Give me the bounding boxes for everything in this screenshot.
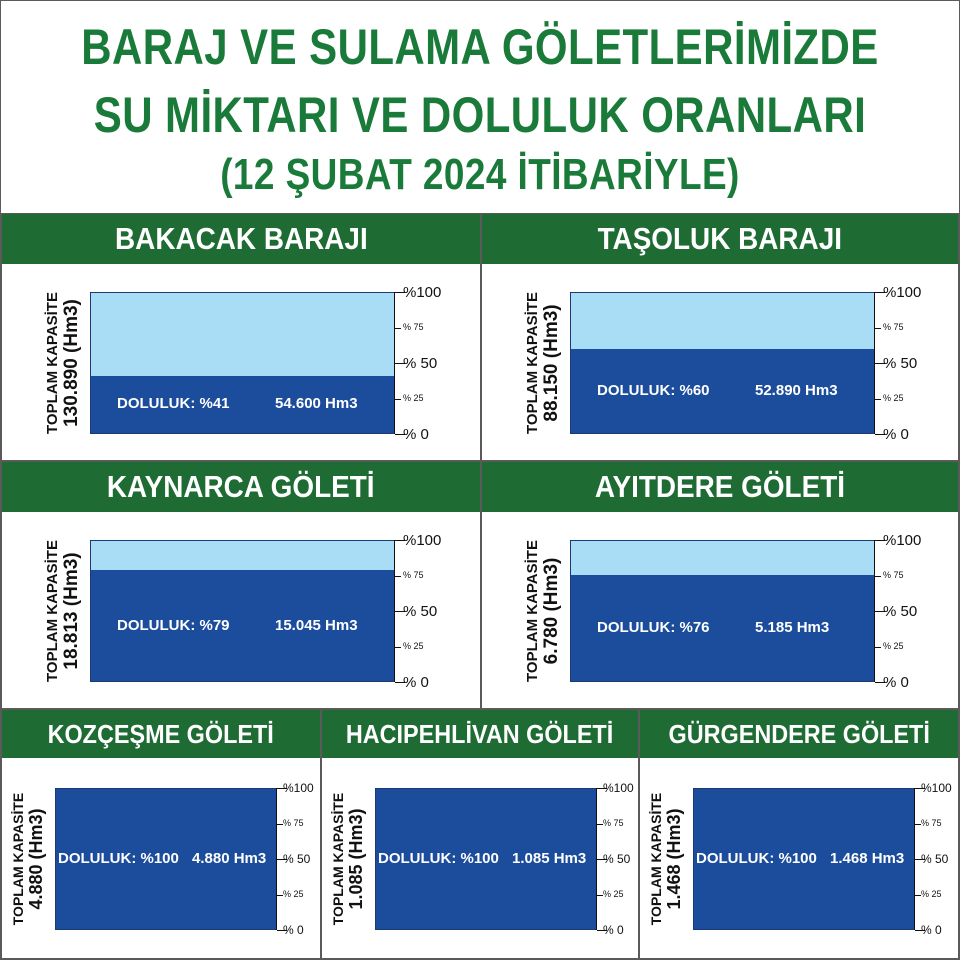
- y-axis-tick: [875, 576, 881, 577]
- y-axis-tick-label: % 25: [921, 889, 942, 899]
- capacity-caption: TOPLAM KAPASİTE: [44, 292, 61, 434]
- fill-percent-label: DOLULUK: %41: [117, 395, 230, 413]
- panel-title: [482, 462, 958, 512]
- title-block: [1, 1, 959, 213]
- panel-title: [2, 710, 320, 758]
- y-axis-tick-label: % 25: [283, 889, 304, 899]
- reservoir-tank: [90, 292, 395, 434]
- y-axis-tick-label: %100: [921, 781, 952, 795]
- y-axis-tick-label: % 75: [603, 818, 624, 828]
- y-axis-tick-label: % 50: [883, 354, 918, 372]
- reservoir-tank: [693, 788, 915, 930]
- y-axis-tick-label: %100: [283, 781, 314, 795]
- capacity-value: 6.780 (Hm3): [541, 557, 562, 665]
- capacity-label: [44, 531, 84, 691]
- fill-percent-label: DOLULUK: %100: [58, 850, 179, 867]
- volume-label: 4.880 Hm3: [192, 850, 267, 867]
- y-axis-tick-label: %100: [403, 531, 442, 549]
- y-axis-tick: [395, 399, 401, 400]
- y-axis-tick-label: % 0: [921, 923, 942, 937]
- y-axis-tick-label: % 25: [403, 393, 424, 403]
- panel-title-text: KAYNARCA GÖLETİ: [107, 469, 375, 504]
- y-axis-tick: [395, 328, 401, 329]
- capacity-value: 130.890 (Hm3): [61, 299, 82, 427]
- y-axis-tick-label: % 25: [403, 641, 424, 651]
- volume-label: 54.600 Hm3: [275, 395, 358, 413]
- y-axis-tick-label: %100: [883, 283, 922, 301]
- y-axis-tick-label: %100: [603, 781, 634, 795]
- capacity-value: 4.880 (Hm3): [26, 808, 46, 910]
- y-axis-tick-label: % 50: [921, 852, 949, 866]
- fill-percent-label: DOLULUK: %60: [597, 382, 710, 399]
- reservoir-panel: [321, 709, 639, 959]
- volume-label: 15.045 Hm3: [275, 616, 358, 634]
- y-axis-tick-label: % 50: [283, 852, 311, 866]
- y-axis-tick-label: % 75: [921, 818, 942, 828]
- y-axis-tick-label: % 0: [883, 425, 909, 443]
- y-axis-tick: [875, 399, 881, 400]
- y-axis-tick-label: % 50: [603, 852, 631, 866]
- y-axis-tick-label: % 25: [603, 889, 624, 899]
- reservoir-tank: [55, 788, 277, 930]
- volume-label: 1.468 Hm3: [830, 850, 905, 867]
- y-axis-tick-label: % 75: [883, 570, 904, 580]
- capacity-label: [44, 283, 84, 443]
- capacity-label: [10, 779, 50, 939]
- y-axis-tick-label: % 75: [883, 322, 904, 332]
- panel-title: [322, 710, 638, 758]
- y-axis-tick-label: %100: [403, 283, 442, 301]
- capacity-value: 1.085 (Hm3): [346, 808, 366, 910]
- capacity-label: [524, 531, 564, 691]
- capacity-value: 1.468 (Hm3): [664, 808, 684, 910]
- capacity-value: 18.813 (Hm3): [61, 552, 82, 670]
- panel-title-text: HACIPEHLİVAN GÖLETİ: [346, 719, 614, 749]
- panel-title-text: AYITDERE GÖLETİ: [594, 469, 846, 504]
- y-axis-tick: [875, 328, 881, 329]
- panel-title-text: GÜRGENDERE GÖLETİ: [668, 719, 930, 749]
- volume-label: 5.185 Hm3: [755, 618, 830, 636]
- panel-title: [2, 462, 480, 512]
- panel-title: [640, 710, 958, 758]
- y-axis-tick-label: %100: [883, 531, 922, 549]
- capacity-caption: TOPLAM KAPASİTE: [44, 540, 61, 682]
- capacity-label: [330, 779, 370, 939]
- y-axis-tick-label: % 75: [283, 818, 304, 828]
- reservoir-panel: [1, 461, 481, 709]
- capacity-caption: TOPLAM KAPASİTE: [330, 792, 346, 926]
- reservoir-panel: [1, 709, 321, 959]
- reservoir-panel: [481, 461, 959, 709]
- y-axis-tick-label: % 0: [883, 673, 909, 691]
- fill-percent-label: DOLULUK: %100: [378, 850, 499, 867]
- title-line-1: BARAJ VE SULAMA GÖLETLERİMİZDE: [81, 19, 879, 75]
- reservoir-panel: [1, 213, 481, 461]
- reservoir-tank: [375, 788, 597, 930]
- reservoir-tank: [570, 540, 875, 682]
- fill-percent-label: DOLULUK: %76: [597, 618, 710, 636]
- y-axis-tick-label: % 25: [883, 641, 904, 651]
- reservoir-tank: [570, 292, 875, 434]
- y-axis-tick-label: % 25: [883, 393, 904, 403]
- panel-title: [2, 214, 480, 264]
- y-axis-tick-label: % 0: [283, 923, 304, 937]
- volume-label: 1.085 Hm3: [512, 850, 587, 867]
- y-axis-tick: [395, 647, 401, 648]
- y-axis-tick: [875, 647, 881, 648]
- capacity-caption: TOPLAM KAPASİTE: [524, 540, 541, 682]
- title-line-3-date: (12 ŞUBAT 2024 İTİBARİYLE): [220, 150, 740, 199]
- y-axis-tick-label: % 0: [403, 673, 429, 691]
- y-axis-tick-label: % 0: [603, 923, 624, 937]
- capacity-label: [648, 779, 688, 939]
- y-axis-tick-label: % 0: [403, 425, 429, 443]
- capacity-label: [524, 283, 564, 443]
- reservoir-panel: [481, 213, 959, 461]
- volume-label: 52.890 Hm3: [755, 382, 838, 399]
- fill-percent-label: DOLULUK: %100: [696, 850, 817, 867]
- title-line-2: SU MİKTARI VE DOLULUK ORANLARI: [93, 87, 867, 143]
- y-axis-tick-label: % 50: [403, 602, 438, 620]
- capacity-caption: TOPLAM KAPASİTE: [524, 292, 541, 434]
- fill-percent-label: DOLULUK: %79: [117, 616, 230, 634]
- panel-title-text: TAŞOLUK BARAJI: [597, 221, 843, 256]
- capacity-caption: TOPLAM KAPASİTE: [10, 792, 26, 926]
- y-axis-tick-label: % 75: [403, 570, 424, 580]
- y-axis-tick-label: % 50: [883, 602, 918, 620]
- panel-title-text: BAKACAK BARAJI: [114, 221, 368, 256]
- y-axis-tick-label: % 75: [403, 322, 424, 332]
- reservoir-tank: [90, 540, 395, 682]
- y-axis-tick: [395, 576, 401, 577]
- capacity-caption: TOPLAM KAPASİTE: [648, 792, 664, 926]
- panel-title-text: KOZÇEŞME GÖLETİ: [47, 719, 275, 749]
- y-axis-tick-label: % 50: [403, 354, 438, 372]
- capacity-value: 88.150 (Hm3): [541, 304, 562, 422]
- panel-title: [482, 214, 958, 264]
- reservoir-panel: [639, 709, 959, 959]
